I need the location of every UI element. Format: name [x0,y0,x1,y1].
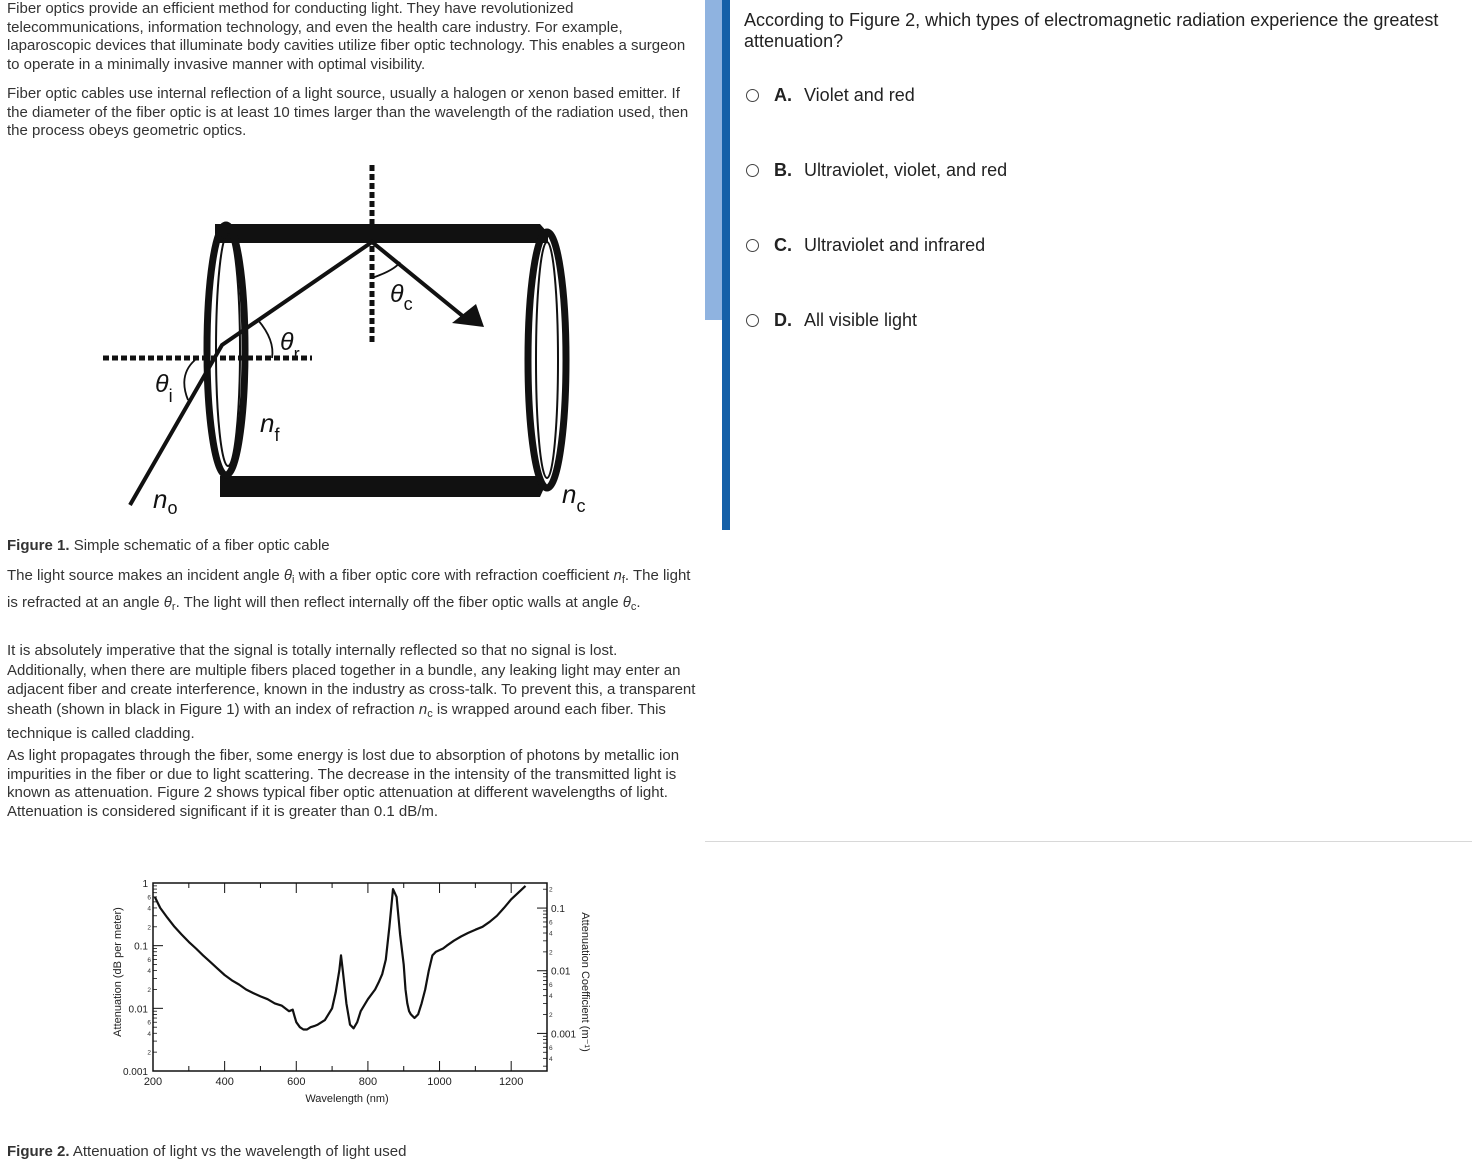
option-letter-d: D. [774,309,792,330]
y-minor-label: 4 [147,968,151,976]
figure-2-caption: Figure 2. Attenuation of light vs the wavelength of light used [7,1143,407,1160]
option-text-c: Ultraviolet and infrared [804,234,986,255]
theta-c-arc [372,262,400,278]
y-right-minor-label: 2 [549,1012,553,1020]
fiber-right-end [528,232,566,488]
ray-arrowhead [452,304,484,327]
theta-r-label: $\theta_r$ [280,328,300,364]
answer-option-b[interactable] [746,158,1007,182]
radio-button-d[interactable] [746,314,759,327]
y-minor-label: 2 [147,924,151,932]
y-minor-label: 6 [147,894,151,902]
passage-paragraph-1: Fiber optics provide an efficient method for conducting light. They have revolutionized telecommunications, information technology, and even the health care industry. For example, laparoscopic devices that illuminate body cavities utilize fiber optic technology. This enables a surgeon to operate in a minimally invasive manner with optimal visibility. [7,0,686,73]
no-label: $n_o$ [153,484,178,518]
option-letter-b: B. [774,159,792,180]
y-minor-label: 4 [147,1030,151,1038]
y-minor-label: 6 [147,1019,151,1027]
y-right-minor-label: 6 [549,982,553,990]
option-letter-a: A. [774,84,792,105]
y-right-minor-label: 6 [549,919,553,927]
light-ray [130,242,470,505]
right-background [705,530,1472,1170]
y-right-tick-label: 0.01 [551,966,571,978]
pane-divider-line [722,0,730,530]
pane-divider-track [705,320,722,530]
radio-button-c[interactable] [746,239,759,252]
answer-option-c[interactable] [746,233,985,257]
passage-paragraph-5: As light propagates through the fiber, some energy is lost due to absorption of photons by metallic ion impurities in the fiber or due to light scattering. The decrease in the intensity of the transmitted light is known as attenuation. Figure 2 shows typical fiber optic attenuation at different wavelengths of light. Attenuation is considered significant if it is greater than 0.1 dB/m. [7,747,680,820]
y-minor-label: 4 [147,905,151,913]
y-right-tick-label: 0.001 [551,1029,577,1041]
x-tick-label: 400 [215,1076,234,1088]
y-minor-label: 6 [147,957,151,965]
option-text-d: All visible light [804,309,918,330]
y-right-tick-label: 0.1 [551,904,565,916]
y-right-minor-label: 2 [549,949,553,957]
option-text-b: Ultraviolet, violet, and red [804,159,1008,180]
y-minor-label: 2 [147,986,151,994]
x-tick-label: 200 [143,1076,163,1088]
x-tick-label: 1000 [427,1076,452,1088]
option-letter-c: C. [774,234,792,255]
y-tick-label: 0.001 [122,1067,148,1078]
y-right-minor-label: 4 [549,1055,553,1063]
question-text: According to Figure 2, which types of electromagnetic radiation experience the greatest attenuation? [744,10,1439,51]
option-text-a: Violet and red [804,84,915,105]
figure-1-caption: Figure 1. Simple schematic of a fiber optic cable [7,537,330,554]
theta-c-label: $\theta_c$ [390,280,413,314]
passage-paragraph-4: It is absolutely imperative that the signal is totally internally reflected so that no signal is lost. Additionally, when there are multiple fibers placed together in a bundle, any leaking light may enter an adjacent fiber and create interference, known in the industry as cross-talk. To prevent this, a transparent sheath (shown in black in Figure 1) with an index of refraction $n_c$ is wrapped around each fiber. This technique is called cladding. [7,642,696,742]
figure-2-chart [105,870,605,1110]
y-minor-label: 2 [147,1049,151,1057]
y-right-minor-label: 2 [549,886,553,894]
cladding-top [215,224,548,243]
y-tick-label: 0.1 [134,941,148,953]
pane-divider-scrollbar[interactable] [705,0,722,320]
x-axis-label: Wavelength (nm) [305,1093,389,1105]
theta-r-arc [258,320,272,358]
horizontal-separator [705,841,1472,842]
nc-label: $n_c$ [562,479,586,516]
theta-i-label: $\theta_i$ [155,370,173,406]
passage-paragraph-3: The light source makes an incident angle $\theta_i$ with a fiber optic core with refraction coefficient $n_f$. The light is refracted at an angle $\theta_r$. The light will then reflect internally off the fiber optic walls at angle $\theta_c$. [7,567,691,613]
attenuation-line [155,886,526,1030]
y-tick-label: 0.01 [128,1004,148,1016]
answer-option-d[interactable] [746,308,917,332]
x-tick-label: 600 [287,1076,306,1088]
y-right-minor-label: 6 [549,1044,553,1052]
y-tick-label: 1 [142,879,148,890]
figure-1-diagram [95,160,615,530]
y-right-minor-label: 4 [549,993,553,1001]
y-axis-label: Attenuation (dB per meter) [112,907,124,1037]
answer-option-a[interactable] [746,83,915,107]
radio-button-a[interactable] [746,89,759,102]
x-tick-label: 1200 [498,1076,524,1088]
plot-frame [153,883,547,1071]
passage-paragraph-2: Fiber optic cables use internal reflection of a light source, usually a halogen or xenon based emitter. If the diameter of the fiber optic is at least 10 times larger than the wavelength of the radiation used, then the process obeys geometric optics. [7,85,689,139]
cladding-bottom [220,476,545,497]
radio-button-b[interactable] [746,164,759,177]
passage-pane [0,0,705,1170]
y-right-axis-label: Attenuation Coefficient (m⁻¹) [579,912,591,1052]
y-right-minor-label: 4 [549,930,553,938]
nf-label: $n_f$ [260,408,280,445]
x-tick-label: 800 [358,1076,378,1088]
